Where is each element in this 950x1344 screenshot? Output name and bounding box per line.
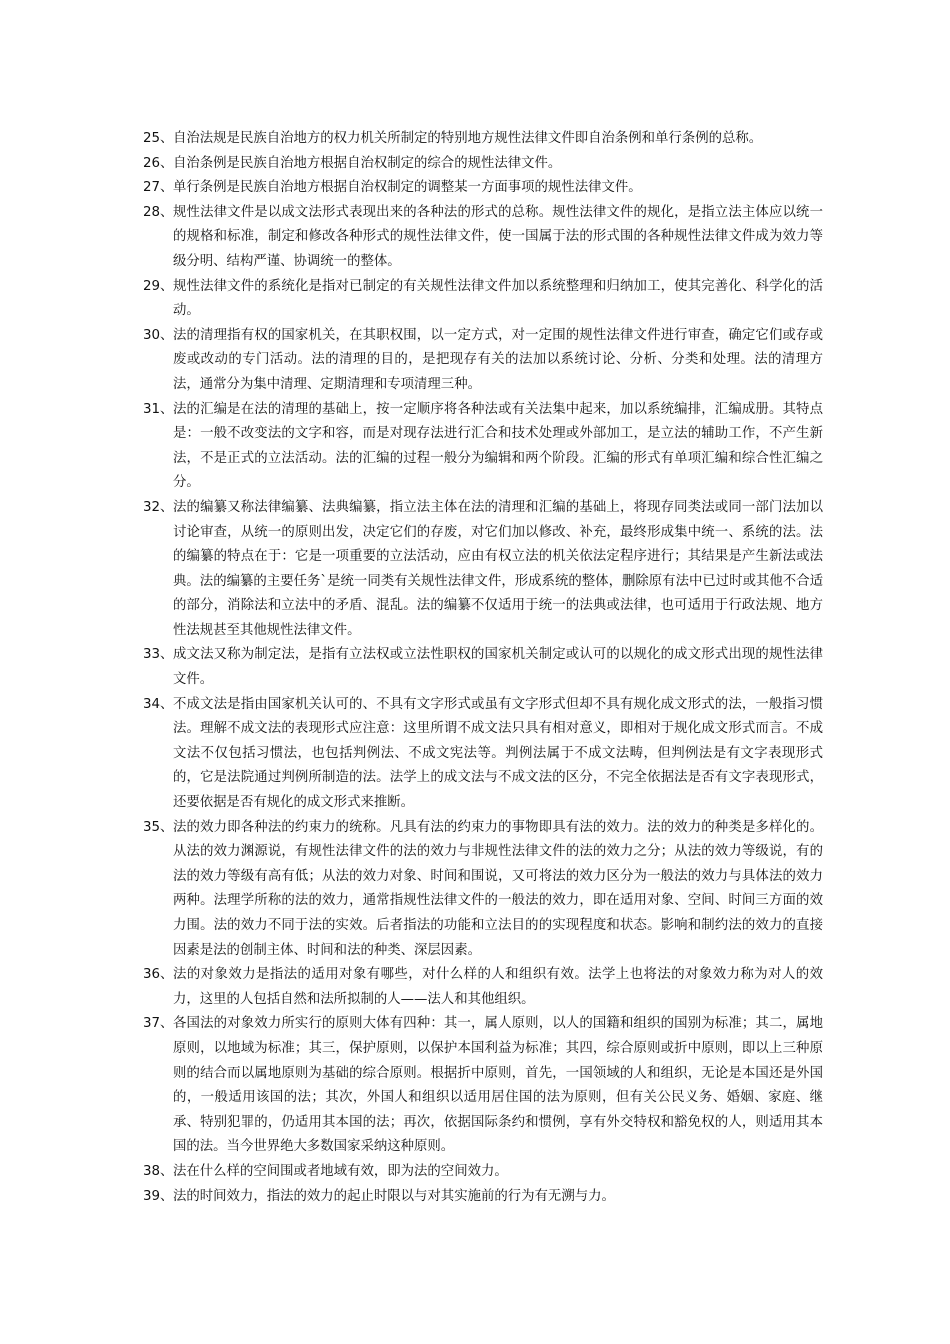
item-number: 35、 bbox=[143, 819, 174, 835]
list-item bbox=[143, 176, 823, 201]
list-item bbox=[143, 693, 823, 816]
item-text: 各国法的对象效力所实行的原则大体有四种：其一，属人原则，以人的国籍和组织的国别为标准；其二，属地原则，以地域为标准；其三，保护原则，以保护本国利益为标准；其四，综合原则或折中原则，即以上三种原则的结合而以属地原则为基础的综合原则。根据折中原则，首先，一国领域的人和组织，无论是本国还是外国的，一般适用该国的法；其次，外国人和组织以适用居住国的法为原则，但有关公民义务、婚姻、家庭、继承、特别犯罪的，仍适用其本国的法；再次，依据国际条约和惯例，享有外交特权和豁免权的人，则适用其本国的法。当今世界绝大多数国家采纳这种原则。 bbox=[173, 1016, 823, 1155]
list-item bbox=[143, 324, 823, 398]
item-number: 37、 bbox=[143, 1016, 174, 1032]
item-number: 36、 bbox=[143, 967, 174, 983]
item-text: 法在什么样的空间围或者地域有效，即为法的空间效力。 bbox=[173, 1163, 508, 1179]
item-text: 规性法律文件是以成文法形式表现出来的各种法的形式的总称。规性法律文件的规化，是指立法主体应以统一的规格和标准，制定和修改各种形式的规性法律文件，使一国属于法的形式围的各种规性法律文件成为效力等级分明、结构严谨、协调统一的整体。 bbox=[173, 204, 823, 269]
item-text: 单行条例是民族自治地方根据自治权制定的调整某一方面事项的规性法律文件。 bbox=[173, 180, 642, 196]
item-text: 自治法规是民族自治地方的权力机关所制定的特别地方规性法律文件即自治条例和单行条例的总称。 bbox=[173, 131, 763, 146]
item-number: 32、 bbox=[143, 499, 174, 515]
item-text: 法的编纂又称法律编纂、法典编纂，指立法主体在法的清理和汇编的基础上，将现存同类法或同一部门法加以讨论审查，从统一的原则出发，决定它们的存废，对它们加以修改、补充，最终形成集中统一、系统的法。法的编纂的特点在于：它是一项重要的立法活动，应由有权立法的机关依法定程序进行；其结果是产生新法或法典。法的编纂的主要任务`是统一同类有关规性法律文件，形成系统的整体，删除原有法中已过时或其他不合适的部分，消除法和立法中的矛盾、混乱。法的编纂不仅适用于统一的法典或法律，也可适用于行政法规、地方性法规甚至其他规性法律文件。 bbox=[173, 499, 823, 638]
item-number: 33、 bbox=[143, 647, 174, 663]
list-item bbox=[143, 152, 823, 177]
item-number: 26、 bbox=[143, 155, 174, 171]
list-item bbox=[143, 963, 823, 1012]
list-item bbox=[143, 1012, 823, 1160]
item-number: 39、 bbox=[143, 1188, 174, 1204]
item-number: 34、 bbox=[143, 696, 174, 712]
list-item bbox=[143, 127, 823, 152]
item-number: 38、 bbox=[143, 1163, 174, 1179]
list-item bbox=[143, 816, 823, 964]
item-text: 法的汇编是在法的清理的基础上，按一定顺序将各种法或有关法集中起来，加以系统编排，汇编成册。其特点是：一般不改变法的文字和容，而是对现存法进行汇合和技术处理或外部加工，是立法的辅助工作，不产生新法，不是正式的立法活动。法的汇编的过程一般分为编辑和两个阶段。汇编的形式有单项汇编和综合性汇编之分。 bbox=[173, 401, 823, 491]
list-item bbox=[143, 1160, 823, 1185]
item-text: 规性法律文件的系统化是指对已制定的有关规性法律文件加以系统整理和归纳加工，使其完善化、科学化的活动。 bbox=[173, 278, 823, 319]
item-number: 29、 bbox=[143, 278, 174, 294]
item-text: 法的对象效力是指法的适用对象有哪些，对什么样的人和组织有效。法学上也将法的对象效力称为对人的效力，这里的人包括自然和法所拟制的人——法人和其他组织。 bbox=[173, 967, 823, 1007]
item-text: 法的清理指有权的国家机关，在其职权围，以一定方式，对一定围的规性法律文件进行审查，确定它们或存或废或改动的专门活动。法的清理的目的，是把现存有关的法加以系统讨论、分析、分类和处理。法的清理方法，通常分为集中清理、定期清理和专项清理三种。 bbox=[173, 327, 823, 392]
item-number: 25、 bbox=[143, 131, 174, 146]
list-item bbox=[143, 275, 823, 324]
list-item bbox=[143, 398, 823, 496]
item-text: 不成文法是指由国家机关认可的、不具有文字形式或虽有文字形式但却不具有规化成文形式的法，一般指习惯法。理解不成文法的表现形式应注意：这里所谓不成文法只具有相对意义，即相对于规化成文形式而言。不成文法不仅包括习惯法，也包括判例法、不成文宪法等。判例法属于不成文法畴，但判例法是有文字表现形式的，它是法院通过判例所制造的法。法学上的成文法与不成文法的区分，不完全依据法是否有文字表现形式，还要依据是否有规化的成文形式来推断。 bbox=[173, 696, 823, 811]
list-item bbox=[143, 643, 823, 692]
list-item bbox=[143, 1185, 823, 1210]
item-number: 30、 bbox=[143, 327, 174, 343]
item-number: 27、 bbox=[143, 180, 174, 196]
item-number: 31、 bbox=[143, 401, 174, 417]
list-item bbox=[143, 201, 823, 275]
definition-list bbox=[143, 127, 823, 1209]
item-text: 法的时间效力，指法的效力的起止时限以与对其实施前的行为有无溯与力。 bbox=[173, 1188, 615, 1204]
item-text: 自治条例是民族自治地方根据自治权制定的综合的规性法律文件。 bbox=[173, 155, 562, 171]
item-text: 法的效力即各种法的约束力的统称。凡具有法的约束力的事物即具有法的效力。法的效力的种类是多样化的。从法的效力渊源说，有规性法律文件的法的效力与非规性法律文件的法的效力之分；从法的效力等级说，有的法的效力等级有高有低；从法的效力对象、时间和围说，又可将法的效力区分为一般法的效力与具体法的效力两种。法理学所称的法的效力，通常指规性法律文件的一般法的效力，即在适用对象、空间、时间三方面的效力围。法的效力不同于法的实效。后者指法的功能和立法目的的实现程度和状态。影响和制约法的效力的直接因素是法的创制主体、时间和法的种类、深层因素。 bbox=[173, 819, 823, 958]
item-number: 28、 bbox=[143, 204, 174, 220]
list-item bbox=[143, 496, 823, 644]
item-text: 成文法又称为制定法，是指有立法权或立法性职权的国家机关制定或认可的以规化的成文形式出现的规性法律文件。 bbox=[173, 647, 823, 688]
